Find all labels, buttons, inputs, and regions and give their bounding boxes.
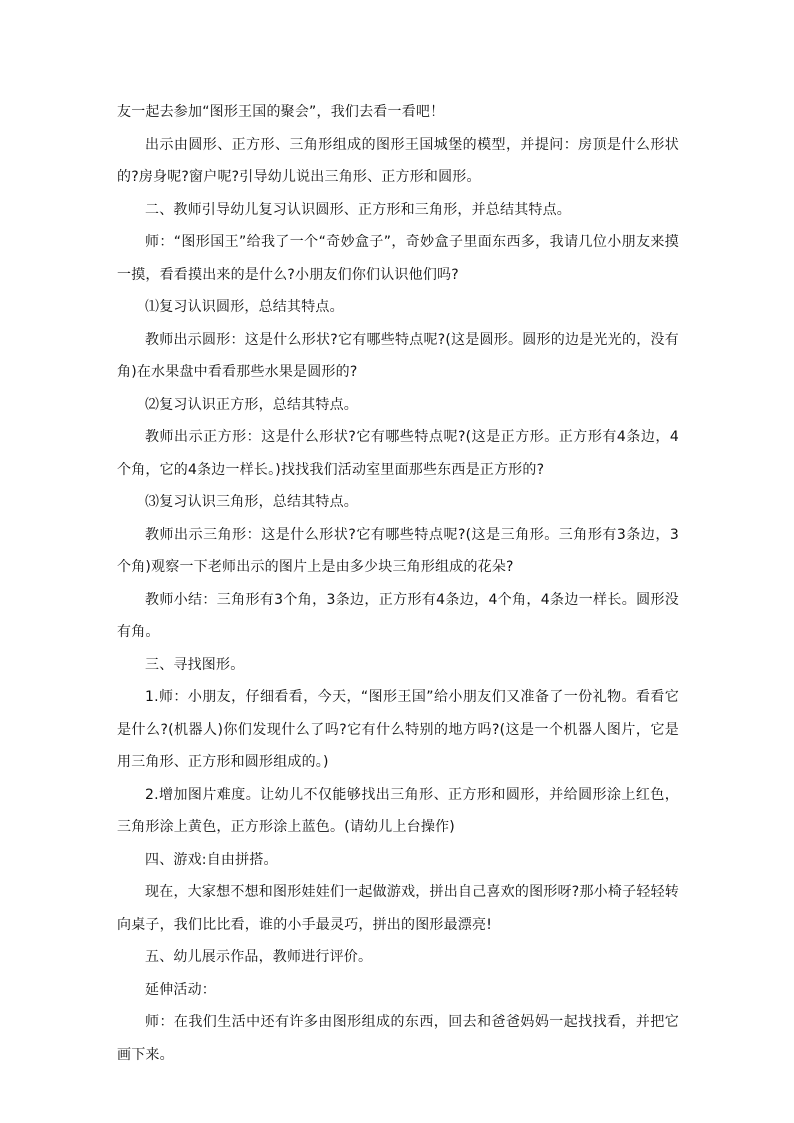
section-heading-four: 四、游戏:自由拼搭。 [145,851,278,868]
paragraph-extension: 师：在我们生活中还有许多由图形组成的东西，回去和爸爸妈妈一起找找看，并把它画下来。 [117,1014,679,1063]
subheading-extension: 延伸活动： [145,981,216,998]
paragraph-game: 现在，大家想不想和图形娃娃们一起做游戏，拼出自己喜欢的图形呀?那小椅子轻轻转向桌子，我们比比看，谁的小手最灵巧，拼出的图形最漂亮! [117,884,679,933]
paragraph-castle-model: 出示由圆形、正方形、三角形组成的图形王国城堡的模型，并提问：房顶是什么形状的?房身呢?窗户呢?引导幼儿说出三角形、正方形和圆形。 [117,136,679,185]
paragraph-coloring: 2.增加图片难度。让幼儿不仅能够找出三角形、正方形和圆形，并给圆形涂上红色，三角形涂上黄色，正方形涂上蓝色。(请幼儿上台操作) [117,786,679,835]
subheading-circle: ⑴复习认识圆形，总结其特点。 [145,299,344,315]
section-heading-three: 三、寻找图形。 [145,656,245,673]
paragraph-magic-box: 师：“图形国王”给我了一个“奇妙盒子”，奇妙盒子里面东西多，我请几位小朋友来摸一摸，看看摸出来的是什么?小朋友们你们认识他们吗? [117,234,679,283]
paragraph-robot: 1.师：小朋友，仔细看看，今天，“图形王国”给小朋友们又准备了一份礼物。看看它是什么?(机器人)你们发现什么了吗?它有什么特别的地方吗?(这是一个机器人图片，它是用三角形、正方形和圆形组成的。) [117,689,679,770]
paragraph-circle: 教师出示圆形：这是什么形状?它有哪些特点呢?(这是圆形。圆形的边是光光的，没有角)在水果盘中看看那些水果是圆形的? [117,331,679,380]
paragraph-square: 教师出示正方形：这是什么形状?它有哪些特点呢?(这是正方形。正方形有4条边，4个角，它的4条边一样长。)找找我们活动室里面那些东西是正方形的? [117,429,679,478]
section-heading-five: 五、幼儿展示作品，教师进行评价。 [145,949,373,965]
paragraph-continuation: 友一起去参加“图形王国的聚会”，我们去看一看吧！ [117,104,445,120]
subheading-square: ⑵复习认识正方形，总结其特点。 [145,396,358,413]
paragraph-triangle: 教师出示三角形：这是什么形状?它有哪些特点呢?(这是三角形。三角形有3条边，3个角)观察一下老师出示的图片上是由多少块三角形组成的花朵? [117,526,679,575]
section-heading-two: 二、教师引导幼儿复习认识圆形、正方形和三角形，并总结其特点。 [145,201,571,218]
document-body [117,96,679,1071]
subheading-triangle: ⑶复习认识三角形，总结其特点。 [145,494,358,510]
paragraph-summary: 教师小结：三角形有3个角，3条边，正方形有4条边，4个角，4条边一样长。圆形没有角。 [117,591,679,640]
